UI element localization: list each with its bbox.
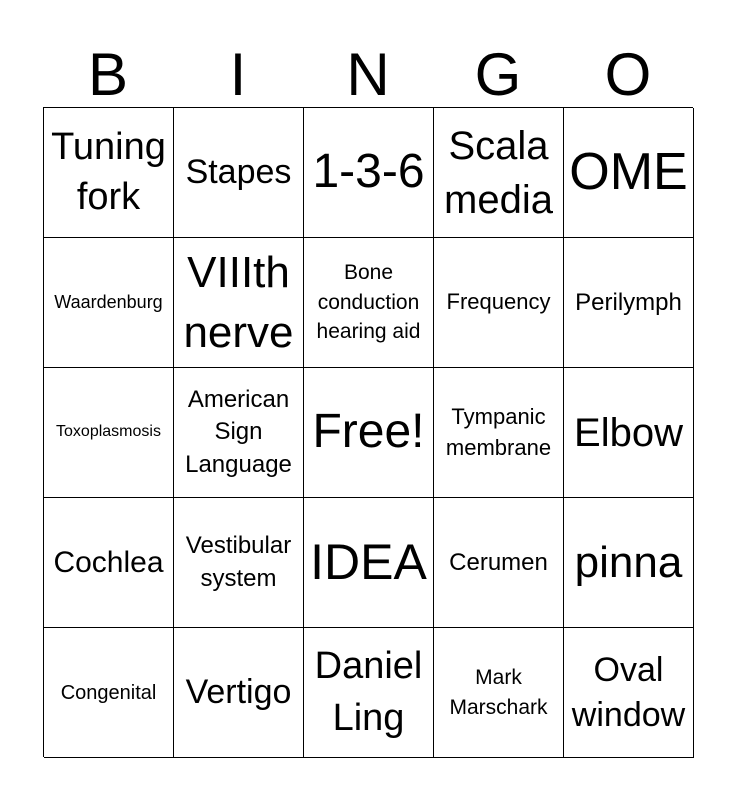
bingo-cell[interactable] (44, 628, 174, 758)
header-letter-b: B (87, 41, 129, 108)
cell-text: 1-3-6 (312, 145, 425, 199)
cell-text: Vertigo (185, 673, 292, 712)
cell-text: IDEA (310, 534, 427, 590)
cell-text: Bone conduction hearing aid (316, 260, 421, 344)
cell-text: OME (569, 142, 688, 201)
cell-text: Vestibular system (185, 532, 292, 592)
bingo-cell[interactable] (434, 498, 564, 628)
bingo-cell[interactable] (304, 628, 434, 758)
cell-text: pinna (574, 537, 683, 587)
cell-text: Scala media (444, 123, 553, 222)
bingo-cell[interactable] (434, 108, 564, 238)
bingo-cell[interactable] (434, 368, 564, 498)
cell-text: Free! (312, 405, 425, 459)
header-letter-i: I (229, 41, 247, 108)
header-letter-o: O (604, 41, 652, 108)
bingo-cell[interactable] (564, 498, 694, 628)
cell-text: VIIIth nerve (183, 248, 294, 357)
cell-text: Tuning fork (51, 126, 166, 218)
bingo-cell[interactable] (564, 108, 694, 238)
cell-text: Toxoplasmosis (56, 423, 161, 441)
cell-text: American Sign Language (185, 385, 292, 478)
bingo-cell[interactable] (174, 368, 304, 498)
bingo-cell[interactable] (564, 628, 694, 758)
cell-text: Mark Marschark (449, 666, 548, 719)
bingo-cell[interactable] (564, 238, 694, 368)
bingo-cell[interactable] (174, 108, 304, 238)
bingo-cell[interactable] (304, 238, 434, 368)
bingo-header (43, 35, 693, 115)
cell-text: Daniel Ling (314, 645, 423, 739)
cell-text: Elbow (574, 410, 683, 455)
cell-text: Waardenburg (54, 291, 163, 312)
header-letter-n: N (346, 41, 390, 108)
cell-text: Tympanic membrane (445, 403, 552, 460)
cell-text: Cochlea (53, 546, 164, 579)
cell-text: Frequency (446, 289, 551, 315)
bingo-cell[interactable] (564, 368, 694, 498)
bingo-cell[interactable] (174, 498, 304, 628)
header-letter-g: G (474, 41, 522, 108)
bingo-cell[interactable] (174, 238, 304, 368)
bingo-cell[interactable] (174, 628, 304, 758)
bingo-cell[interactable] (44, 238, 174, 368)
cell-text: Cerumen (449, 548, 548, 576)
cell-text: Oval window (571, 651, 686, 734)
bingo-grid (43, 107, 693, 757)
cell-text: Congenital (60, 681, 157, 704)
bingo-cell[interactable] (304, 108, 434, 238)
bingo-cell[interactable] (44, 368, 174, 498)
bingo-cell[interactable] (304, 368, 434, 498)
cell-text: Perilymph (575, 288, 682, 316)
bingo-cell[interactable] (304, 498, 434, 628)
bingo-cell[interactable] (434, 628, 564, 758)
cell-text: Stapes (185, 153, 292, 192)
bingo-cell[interactable] (434, 238, 564, 368)
bingo-cell[interactable] (44, 498, 174, 628)
bingo-cell[interactable] (44, 108, 174, 238)
